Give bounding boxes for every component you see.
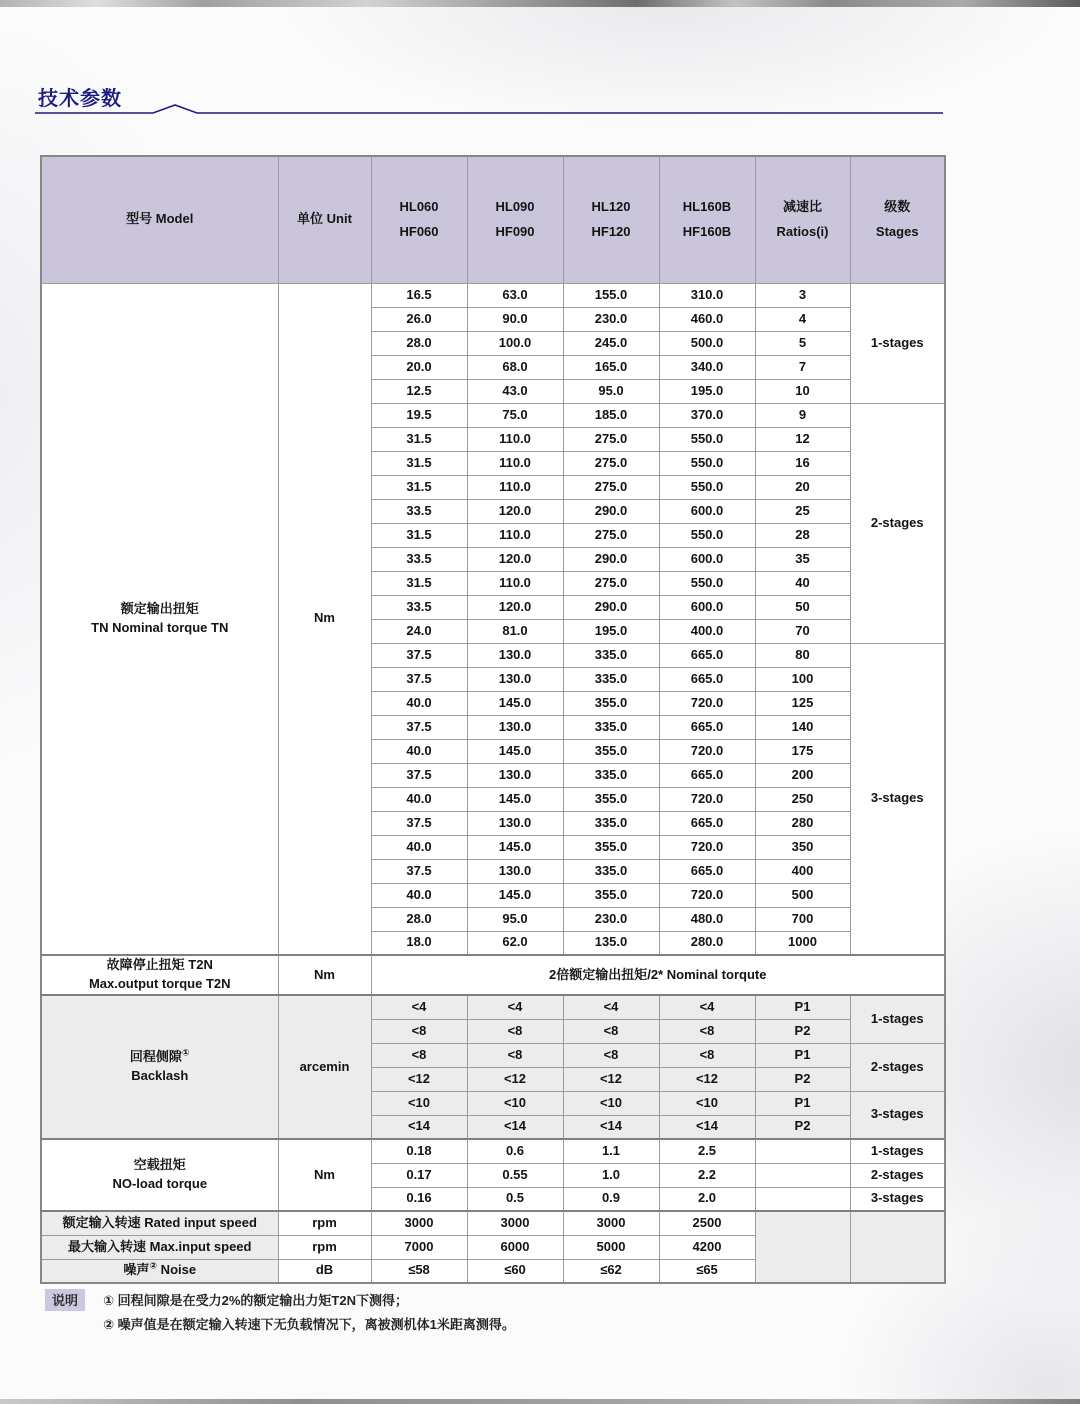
torque-value-cell: 290.0 bbox=[563, 595, 659, 619]
torque-value-cell: 665.0 bbox=[659, 715, 755, 739]
torque-value-cell: 230.0 bbox=[563, 907, 659, 931]
ratio-value-cell: 250 bbox=[755, 787, 850, 811]
header-col-hl120 bbox=[563, 156, 659, 283]
torque-value-cell: 280.0 bbox=[659, 931, 755, 955]
table-row bbox=[41, 283, 945, 307]
torque-value-cell: 550.0 bbox=[659, 475, 755, 499]
ratio-value-cell: 16 bbox=[755, 451, 850, 475]
torque-value-cell: 355.0 bbox=[563, 883, 659, 907]
ratio-cell bbox=[755, 1163, 850, 1187]
header-col-line: HF090 bbox=[495, 223, 535, 239]
precision-grade-cell: P2 bbox=[755, 1115, 850, 1139]
torque-value-cell: 120.0 bbox=[467, 499, 563, 523]
torque-value-cell: 110.0 bbox=[467, 475, 563, 499]
torque-value-cell: 75.0 bbox=[467, 403, 563, 427]
speed-value-cell: 3000 bbox=[563, 1211, 659, 1235]
ratio-value-cell: 70 bbox=[755, 619, 850, 643]
precision-grade-cell: P1 bbox=[755, 995, 850, 1019]
speed-value-cell: ≤60 bbox=[467, 1259, 563, 1283]
precision-grade-cell: P2 bbox=[755, 1067, 850, 1091]
torque-value-cell: 275.0 bbox=[563, 427, 659, 451]
torque-value-cell: 130.0 bbox=[467, 715, 563, 739]
ratio-value-cell: 350 bbox=[755, 835, 850, 859]
stages-cell: 1-stages bbox=[850, 283, 945, 403]
nominal-torque-label: 额定输出扭矩 TN Nominal torque TN bbox=[41, 283, 278, 955]
torque-value-cell: 355.0 bbox=[563, 691, 659, 715]
stages-cell: 2-stages bbox=[850, 403, 945, 643]
torque-value-cell: 145.0 bbox=[467, 883, 563, 907]
torque-value-cell: 28.0 bbox=[371, 907, 467, 931]
merged-value-cell: 2倍额定输出扭矩/2* Nominal torqute bbox=[371, 955, 945, 995]
note-item: ① 回程间隙是在受力2%的额定输出力矩T2N下测得； bbox=[103, 1293, 408, 1308]
torque-value-cell: 145.0 bbox=[467, 835, 563, 859]
ratio-value-cell: 80 bbox=[755, 643, 850, 667]
ratio-value-cell: 35 bbox=[755, 547, 850, 571]
torque-value-cell: 335.0 bbox=[563, 643, 659, 667]
backlash-value-cell: <14 bbox=[371, 1115, 467, 1139]
torque-value-cell: 155.0 bbox=[563, 283, 659, 307]
ratio-value-cell: 7 bbox=[755, 355, 850, 379]
backlash-value-cell: <10 bbox=[563, 1091, 659, 1115]
ratio-value-cell: 200 bbox=[755, 763, 850, 787]
torque-value-cell: 550.0 bbox=[659, 427, 755, 451]
torque-value-cell: 600.0 bbox=[659, 547, 755, 571]
notes-section bbox=[45, 1289, 515, 1337]
speed-value-cell: ≤58 bbox=[371, 1259, 467, 1283]
torque-value-cell: 310.0 bbox=[659, 283, 755, 307]
header-col-line: 级数 bbox=[884, 199, 911, 215]
no-load-value-cell: 1.0 bbox=[563, 1163, 659, 1187]
torque-value-cell: 550.0 bbox=[659, 571, 755, 595]
backlash-value-cell: <12 bbox=[563, 1067, 659, 1091]
torque-value-cell: 62.0 bbox=[467, 931, 563, 955]
no-load-value-cell: 0.5 bbox=[467, 1187, 563, 1211]
ratio-value-cell: 28 bbox=[755, 523, 850, 547]
backlash-value-cell: <8 bbox=[563, 1043, 659, 1067]
ratio-value-cell: 280 bbox=[755, 811, 850, 835]
header-col-line: HF160B bbox=[682, 223, 732, 239]
torque-value-cell: 145.0 bbox=[467, 787, 563, 811]
torque-value-cell: 600.0 bbox=[659, 499, 755, 523]
torque-value-cell: 33.5 bbox=[371, 595, 467, 619]
backlash-value-cell: <8 bbox=[563, 1019, 659, 1043]
ratio-value-cell: 10 bbox=[755, 379, 850, 403]
torque-value-cell: 480.0 bbox=[659, 907, 755, 931]
no-load-value-cell: 1.1 bbox=[563, 1139, 659, 1163]
torque-value-cell: 40.0 bbox=[371, 787, 467, 811]
torque-value-cell: 145.0 bbox=[467, 739, 563, 763]
torque-value-cell: 720.0 bbox=[659, 739, 755, 763]
torque-value-cell: 145.0 bbox=[467, 691, 563, 715]
no-load-value-cell: 2.2 bbox=[659, 1163, 755, 1187]
backlash-value-cell: <14 bbox=[467, 1115, 563, 1139]
torque-value-cell: 355.0 bbox=[563, 739, 659, 763]
header-col-line: Ratios(i) bbox=[776, 223, 829, 239]
torque-value-cell: 720.0 bbox=[659, 691, 755, 715]
no-load-torque-label: 空载扭矩 NO-load torque bbox=[41, 1139, 278, 1211]
unit-cell: arcemin bbox=[278, 995, 371, 1139]
header-unit: 单位 Unit bbox=[278, 156, 371, 283]
torque-value-cell: 665.0 bbox=[659, 811, 755, 835]
ratio-value-cell: 5 bbox=[755, 331, 850, 355]
no-load-value-cell: 0.16 bbox=[371, 1187, 467, 1211]
precision-grade-cell: P2 bbox=[755, 1019, 850, 1043]
stages-cell: 2-stages bbox=[850, 1043, 945, 1091]
header-row bbox=[41, 156, 945, 283]
header-model: 型号 Model bbox=[41, 156, 278, 283]
unit-cell: Nm bbox=[278, 955, 371, 995]
torque-value-cell: 20.0 bbox=[371, 355, 467, 379]
stages-cell: 1-stages bbox=[850, 995, 945, 1043]
header-col-hl090 bbox=[467, 156, 563, 283]
torque-value-cell: 31.5 bbox=[371, 451, 467, 475]
backlash-value-cell: <12 bbox=[467, 1067, 563, 1091]
torque-value-cell: 290.0 bbox=[563, 499, 659, 523]
ratio-value-cell: 500 bbox=[755, 883, 850, 907]
header-col-line: 减速比 bbox=[782, 199, 822, 215]
backlash-value-cell: <14 bbox=[659, 1115, 755, 1139]
ratio-value-cell: 140 bbox=[755, 715, 850, 739]
torque-value-cell: 110.0 bbox=[467, 523, 563, 547]
backlash-value-cell: <8 bbox=[467, 1019, 563, 1043]
torque-value-cell: 40.0 bbox=[371, 739, 467, 763]
torque-value-cell: 90.0 bbox=[467, 307, 563, 331]
ratio-value-cell: 20 bbox=[755, 475, 850, 499]
backlash-label: 回程侧隙① Backlash bbox=[41, 995, 278, 1139]
precision-grade-cell: P1 bbox=[755, 1091, 850, 1115]
torque-value-cell: 95.0 bbox=[467, 907, 563, 931]
ratio-cell bbox=[755, 1139, 850, 1163]
torque-value-cell: 37.5 bbox=[371, 859, 467, 883]
title-underline-decoration bbox=[35, 103, 945, 117]
torque-value-cell: 37.5 bbox=[371, 763, 467, 787]
torque-value-cell: 130.0 bbox=[467, 859, 563, 883]
backlash-value-cell: <12 bbox=[371, 1067, 467, 1091]
torque-value-cell: 95.0 bbox=[563, 379, 659, 403]
torque-value-cell: 335.0 bbox=[563, 763, 659, 787]
header-col-line: Stages bbox=[875, 223, 919, 239]
torque-value-cell: 31.5 bbox=[371, 571, 467, 595]
ratio-value-cell: 9 bbox=[755, 403, 850, 427]
bottom-row-label: 额定输入转速 Rated input speed bbox=[41, 1211, 278, 1235]
torque-value-cell: 245.0 bbox=[563, 331, 659, 355]
torque-value-cell: 31.5 bbox=[371, 523, 467, 547]
ratio-value-cell: 40 bbox=[755, 571, 850, 595]
no-load-value-cell: 0.6 bbox=[467, 1139, 563, 1163]
ratio-value-cell: 125 bbox=[755, 691, 850, 715]
ratio-value-cell: 25 bbox=[755, 499, 850, 523]
unit-cell: rpm bbox=[278, 1211, 371, 1235]
torque-value-cell: 130.0 bbox=[467, 667, 563, 691]
no-load-value-cell: 0.18 bbox=[371, 1139, 467, 1163]
torque-value-cell: 335.0 bbox=[563, 715, 659, 739]
no-load-value-cell: 2.0 bbox=[659, 1187, 755, 1211]
table-row bbox=[41, 955, 945, 995]
header-col-hl060 bbox=[371, 156, 467, 283]
torque-value-cell: 335.0 bbox=[563, 667, 659, 691]
torque-value-cell: 31.5 bbox=[371, 427, 467, 451]
backlash-value-cell: <12 bbox=[659, 1067, 755, 1091]
precision-grade-cell: P1 bbox=[755, 1043, 850, 1067]
backlash-value-cell: <4 bbox=[371, 995, 467, 1019]
ratio-value-cell: 1000 bbox=[755, 931, 850, 955]
notes-badge: 说明 bbox=[45, 1289, 85, 1311]
max-output-torque-label: 故障停止扭矩 T2N Max.output torque T2N bbox=[41, 955, 278, 995]
unit-cell: Nm bbox=[278, 283, 371, 955]
stages-cell bbox=[850, 1211, 945, 1283]
backlash-value-cell: <8 bbox=[659, 1043, 755, 1067]
unit-cell: dB bbox=[278, 1259, 371, 1283]
backlash-value-cell: <10 bbox=[467, 1091, 563, 1115]
torque-value-cell: 110.0 bbox=[467, 451, 563, 475]
page-title: 技术参数 bbox=[38, 88, 122, 110]
torque-value-cell: 12.5 bbox=[371, 379, 467, 403]
torque-value-cell: 130.0 bbox=[467, 811, 563, 835]
torque-value-cell: 135.0 bbox=[563, 931, 659, 955]
torque-value-cell: 550.0 bbox=[659, 451, 755, 475]
torque-value-cell: 16.5 bbox=[371, 283, 467, 307]
torque-value-cell: 460.0 bbox=[659, 307, 755, 331]
stages-cell: 1-stages bbox=[850, 1139, 945, 1163]
torque-value-cell: 130.0 bbox=[467, 643, 563, 667]
torque-value-cell: 120.0 bbox=[467, 547, 563, 571]
torque-value-cell: 31.5 bbox=[371, 475, 467, 499]
speed-value-cell: 4200 bbox=[659, 1235, 755, 1259]
table-row bbox=[41, 995, 945, 1019]
torque-value-cell: 550.0 bbox=[659, 523, 755, 547]
torque-value-cell: 37.5 bbox=[371, 667, 467, 691]
torque-value-cell: 355.0 bbox=[563, 835, 659, 859]
stages-cell: 3-stages bbox=[850, 643, 945, 955]
speed-value-cell: 3000 bbox=[467, 1211, 563, 1235]
header-stages bbox=[850, 156, 945, 283]
speed-value-cell: ≤65 bbox=[659, 1259, 755, 1283]
unit-cell: Nm bbox=[278, 1139, 371, 1211]
ratio-value-cell: 100 bbox=[755, 667, 850, 691]
torque-value-cell: 340.0 bbox=[659, 355, 755, 379]
torque-value-cell: 720.0 bbox=[659, 787, 755, 811]
torque-value-cell: 665.0 bbox=[659, 859, 755, 883]
bottom-row-label: 最大输入转速 Max.input speed bbox=[41, 1235, 278, 1259]
no-load-value-cell: 0.55 bbox=[467, 1163, 563, 1187]
table-row bbox=[41, 1139, 945, 1163]
backlash-value-cell: <8 bbox=[467, 1043, 563, 1067]
ratio-value-cell: 4 bbox=[755, 307, 850, 331]
ratio-value-cell: 3 bbox=[755, 283, 850, 307]
torque-value-cell: 18.0 bbox=[371, 931, 467, 955]
torque-value-cell: 37.5 bbox=[371, 715, 467, 739]
backlash-value-cell: <10 bbox=[659, 1091, 755, 1115]
torque-value-cell: 290.0 bbox=[563, 547, 659, 571]
torque-value-cell: 120.0 bbox=[467, 595, 563, 619]
torque-value-cell: 110.0 bbox=[467, 427, 563, 451]
torque-value-cell: 195.0 bbox=[563, 619, 659, 643]
torque-value-cell: 37.5 bbox=[371, 643, 467, 667]
torque-value-cell: 28.0 bbox=[371, 331, 467, 355]
torque-value-cell: 665.0 bbox=[659, 763, 755, 787]
header-col-line: HL060 bbox=[399, 199, 439, 215]
torque-value-cell: 33.5 bbox=[371, 499, 467, 523]
no-load-value-cell: 0.9 bbox=[563, 1187, 659, 1211]
torque-value-cell: 665.0 bbox=[659, 667, 755, 691]
no-load-value-cell: 2.5 bbox=[659, 1139, 755, 1163]
torque-value-cell: 37.5 bbox=[371, 811, 467, 835]
ratio-cell bbox=[755, 1187, 850, 1211]
torque-value-cell: 68.0 bbox=[467, 355, 563, 379]
torque-value-cell: 40.0 bbox=[371, 835, 467, 859]
ratio-cell bbox=[755, 1211, 850, 1283]
stages-cell: 3-stages bbox=[850, 1091, 945, 1139]
torque-value-cell: 165.0 bbox=[563, 355, 659, 379]
torque-value-cell: 33.5 bbox=[371, 547, 467, 571]
header-col-line: HL160B bbox=[682, 199, 732, 215]
torque-value-cell: 600.0 bbox=[659, 595, 755, 619]
page-top-edge-strip bbox=[0, 0, 1080, 7]
header-col-line: HL120 bbox=[591, 199, 631, 215]
torque-value-cell: 370.0 bbox=[659, 403, 755, 427]
torque-value-cell: 19.5 bbox=[371, 403, 467, 427]
speed-value-cell: 6000 bbox=[467, 1235, 563, 1259]
header-col-line: HF120 bbox=[591, 223, 631, 239]
torque-value-cell: 40.0 bbox=[371, 883, 467, 907]
backlash-value-cell: <10 bbox=[371, 1091, 467, 1115]
stages-cell: 2-stages bbox=[850, 1163, 945, 1187]
ratio-value-cell: 400 bbox=[755, 859, 850, 883]
torque-value-cell: 100.0 bbox=[467, 331, 563, 355]
torque-value-cell: 275.0 bbox=[563, 523, 659, 547]
torque-value-cell: 335.0 bbox=[563, 811, 659, 835]
torque-value-cell: 130.0 bbox=[467, 763, 563, 787]
backlash-value-cell: <14 bbox=[563, 1115, 659, 1139]
torque-value-cell: 185.0 bbox=[563, 403, 659, 427]
unit-cell: rpm bbox=[278, 1235, 371, 1259]
torque-value-cell: 500.0 bbox=[659, 331, 755, 355]
torque-value-cell: 81.0 bbox=[467, 619, 563, 643]
torque-value-cell: 275.0 bbox=[563, 571, 659, 595]
header-col-line: HL090 bbox=[495, 199, 535, 215]
torque-value-cell: 63.0 bbox=[467, 283, 563, 307]
torque-value-cell: 275.0 bbox=[563, 475, 659, 499]
ratio-value-cell: 50 bbox=[755, 595, 850, 619]
torque-value-cell: 720.0 bbox=[659, 835, 755, 859]
speed-value-cell: ≤62 bbox=[563, 1259, 659, 1283]
torque-value-cell: 355.0 bbox=[563, 787, 659, 811]
torque-value-cell: 40.0 bbox=[371, 691, 467, 715]
header-ratio bbox=[755, 156, 850, 283]
header-col-line: HF060 bbox=[399, 223, 439, 239]
backlash-value-cell: <8 bbox=[659, 1019, 755, 1043]
speed-value-cell: 3000 bbox=[371, 1211, 467, 1235]
backlash-value-cell: <4 bbox=[563, 995, 659, 1019]
torque-value-cell: 230.0 bbox=[563, 307, 659, 331]
ratio-value-cell: 700 bbox=[755, 907, 850, 931]
speed-value-cell: 7000 bbox=[371, 1235, 467, 1259]
backlash-value-cell: <8 bbox=[371, 1043, 467, 1067]
stages-cell: 3-stages bbox=[850, 1187, 945, 1211]
note-item: ② 噪声值是在额定输入转速下无负载情况下，离被测机体1米距离测得。 bbox=[103, 1317, 515, 1333]
no-load-value-cell: 0.17 bbox=[371, 1163, 467, 1187]
bottom-row-label: 噪声② Noise bbox=[41, 1259, 278, 1283]
tech-params-table bbox=[40, 155, 946, 1284]
page-bottom-edge-strip bbox=[0, 1399, 1080, 1404]
torque-value-cell: 275.0 bbox=[563, 451, 659, 475]
ratio-value-cell: 12 bbox=[755, 427, 850, 451]
backlash-value-cell: <8 bbox=[371, 1019, 467, 1043]
torque-value-cell: 720.0 bbox=[659, 883, 755, 907]
torque-value-cell: 195.0 bbox=[659, 379, 755, 403]
torque-value-cell: 665.0 bbox=[659, 643, 755, 667]
torque-value-cell: 110.0 bbox=[467, 571, 563, 595]
ratio-value-cell: 175 bbox=[755, 739, 850, 763]
torque-value-cell: 43.0 bbox=[467, 379, 563, 403]
backlash-value-cell: <4 bbox=[659, 995, 755, 1019]
torque-value-cell: 335.0 bbox=[563, 859, 659, 883]
backlash-value-cell: <4 bbox=[467, 995, 563, 1019]
torque-value-cell: 24.0 bbox=[371, 619, 467, 643]
speed-value-cell: 2500 bbox=[659, 1211, 755, 1235]
torque-value-cell: 400.0 bbox=[659, 619, 755, 643]
speed-value-cell: 5000 bbox=[563, 1235, 659, 1259]
header-col-hl160b bbox=[659, 156, 755, 283]
torque-value-cell: 26.0 bbox=[371, 307, 467, 331]
table-row bbox=[41, 1211, 945, 1235]
